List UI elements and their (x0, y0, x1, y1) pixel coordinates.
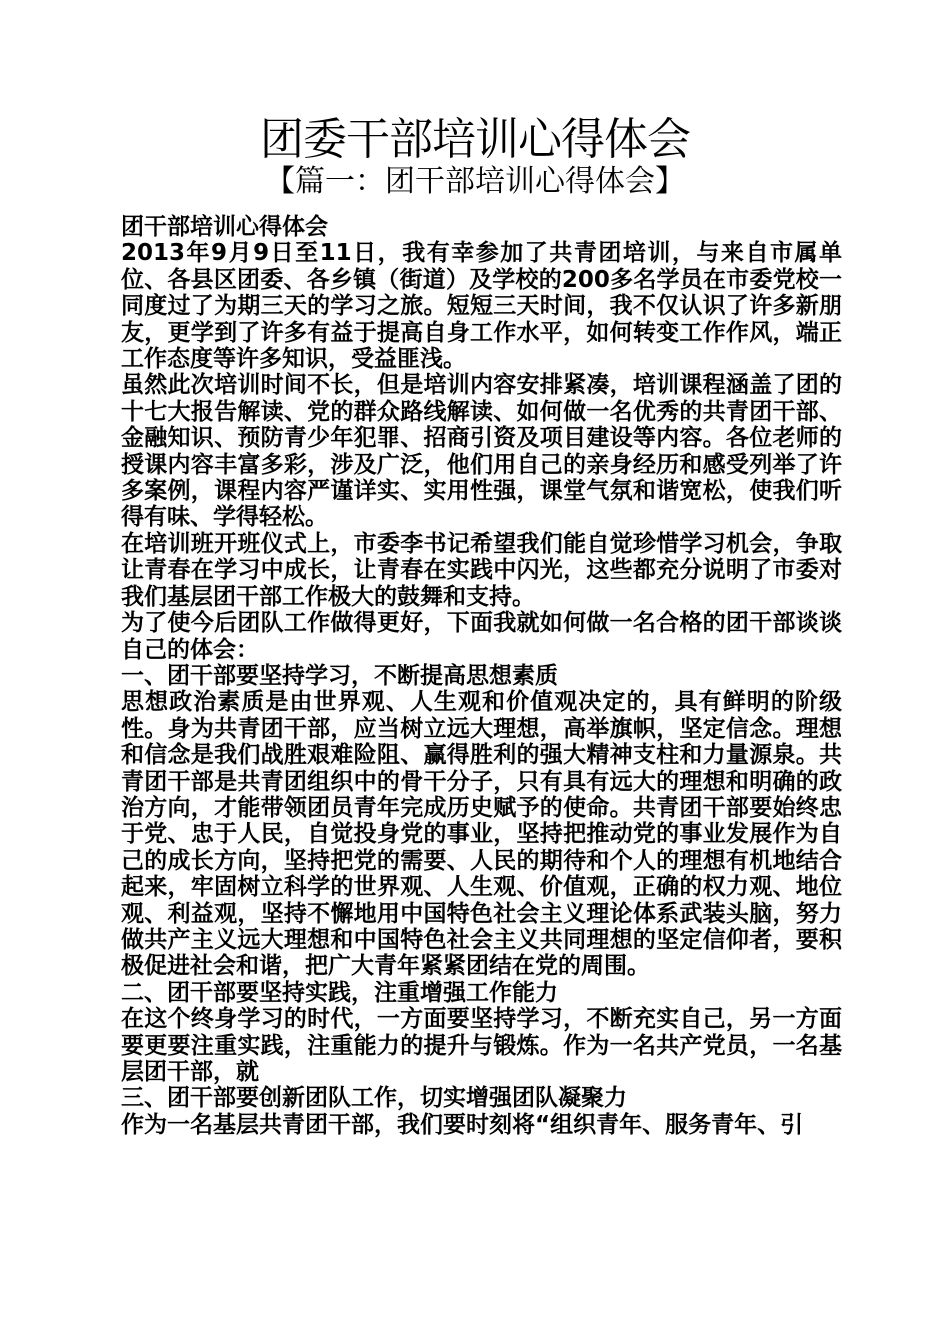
heading-two: 二、团干部要坚持实践，注重增强工作能力 (121, 979, 558, 1006)
heading-one: 一、团干部要坚持学习，不断提高思想素质 (121, 662, 558, 689)
paragraph-intro: 2013年9月9日至11日，我有幸参加了共青团培训，与来自市属单位、各县区团委、各乡镇（街道）及学校的200多名学员在市委党校一同度过了为期三天的学习之旅。短短三天时间，我不仅认识了许多新朋友，更学到了许多有益于提高自身工作水平，如何转变工作作风，端正工作态度等许多知识，受益匪浅。 (121, 240, 842, 373)
document-body (117, 214, 842, 1138)
paragraph-innovation: 作为一名基层共青团干部，我们要时刻将“组织青年、服务青年、引 (121, 1111, 804, 1138)
paragraph-training-content: 虽然此次培训时间不长，但是培训内容安排紧凑，培训课程涵盖了团的十七大报告解读、党的群众路线解读、如何做一名优秀的共青团干部、金融知识、预防青少年犯罪、招商引资及项目建设等内容。各位老师的授课内容丰富多彩，涉及广泛，他们用自己的亲身经历和感受列举了许多案例，课程内容严谨详实、实用性强，课堂气氛和谐宽松，使我们听得有味、学得轻松。 (121, 372, 842, 531)
document-title: 团委干部培训心得体会 (260, 114, 690, 165)
paragraph-transition: 为了使今后团队工作做得更好，下面我就如何做一名合格的团干部谈谈自己的体会： (121, 610, 842, 663)
heading-three: 三、团干部要创新团队工作，切实增强团队凝聚力 (121, 1085, 627, 1112)
section-title: 团干部培训心得体会 (121, 214, 328, 240)
paragraph-opening-ceremony: 在培训班开班仪式上，市委李书记希望我们能自觉珍惜学习机会，争取让青春在学习中成长，让青春在实践中闪光，这些都充分说明了市委对我们基层团干部工作极大的鼓舞和支持。 (121, 530, 842, 610)
paragraph-ideology: 思想政治素质是由世界观、人生观和价值观决定的，具有鲜明的阶级性。身为共青团干部，应当树立远大理想，高举旗帜，坚定信念。理想和信念是我们战胜艰难险阻、赢得胜利的强大精神支柱和力量源泉。共青团干部是共青团组织中的骨干分子，只有具有远大的理想和明确的政治方向，才能带领团员青年完成历史赋予的使命。共青团干部要始终忠于党、忠于人民，自觉投身党的事业，坚持把推动党的事业发展作为自己的成长方向，坚持把党的需要、人民的期待和个人的理想有机地结合起来，牢固树立科学的世界观、人生观、价值观，正确的权力观、地位观、利益观，坚持不懈地用中国特色社会主义理论体系武装头脑，努力做共产主义远大理想和中国特色社会主义共同理想的坚定信仰者，要积极促进社会和谐，把广大青年紧紧团结在党的周围。 (121, 689, 842, 980)
paragraph-practice: 在这个终身学习的时代，一方面要坚持学习，不断充实自己，另一方面要更要注重实践，注重能力的提升与锻炼。作为一名共产党员，一名基层团干部，就 (121, 1006, 842, 1085)
document-subtitle: 【篇一：团干部培训心得体会】 (265, 164, 685, 199)
